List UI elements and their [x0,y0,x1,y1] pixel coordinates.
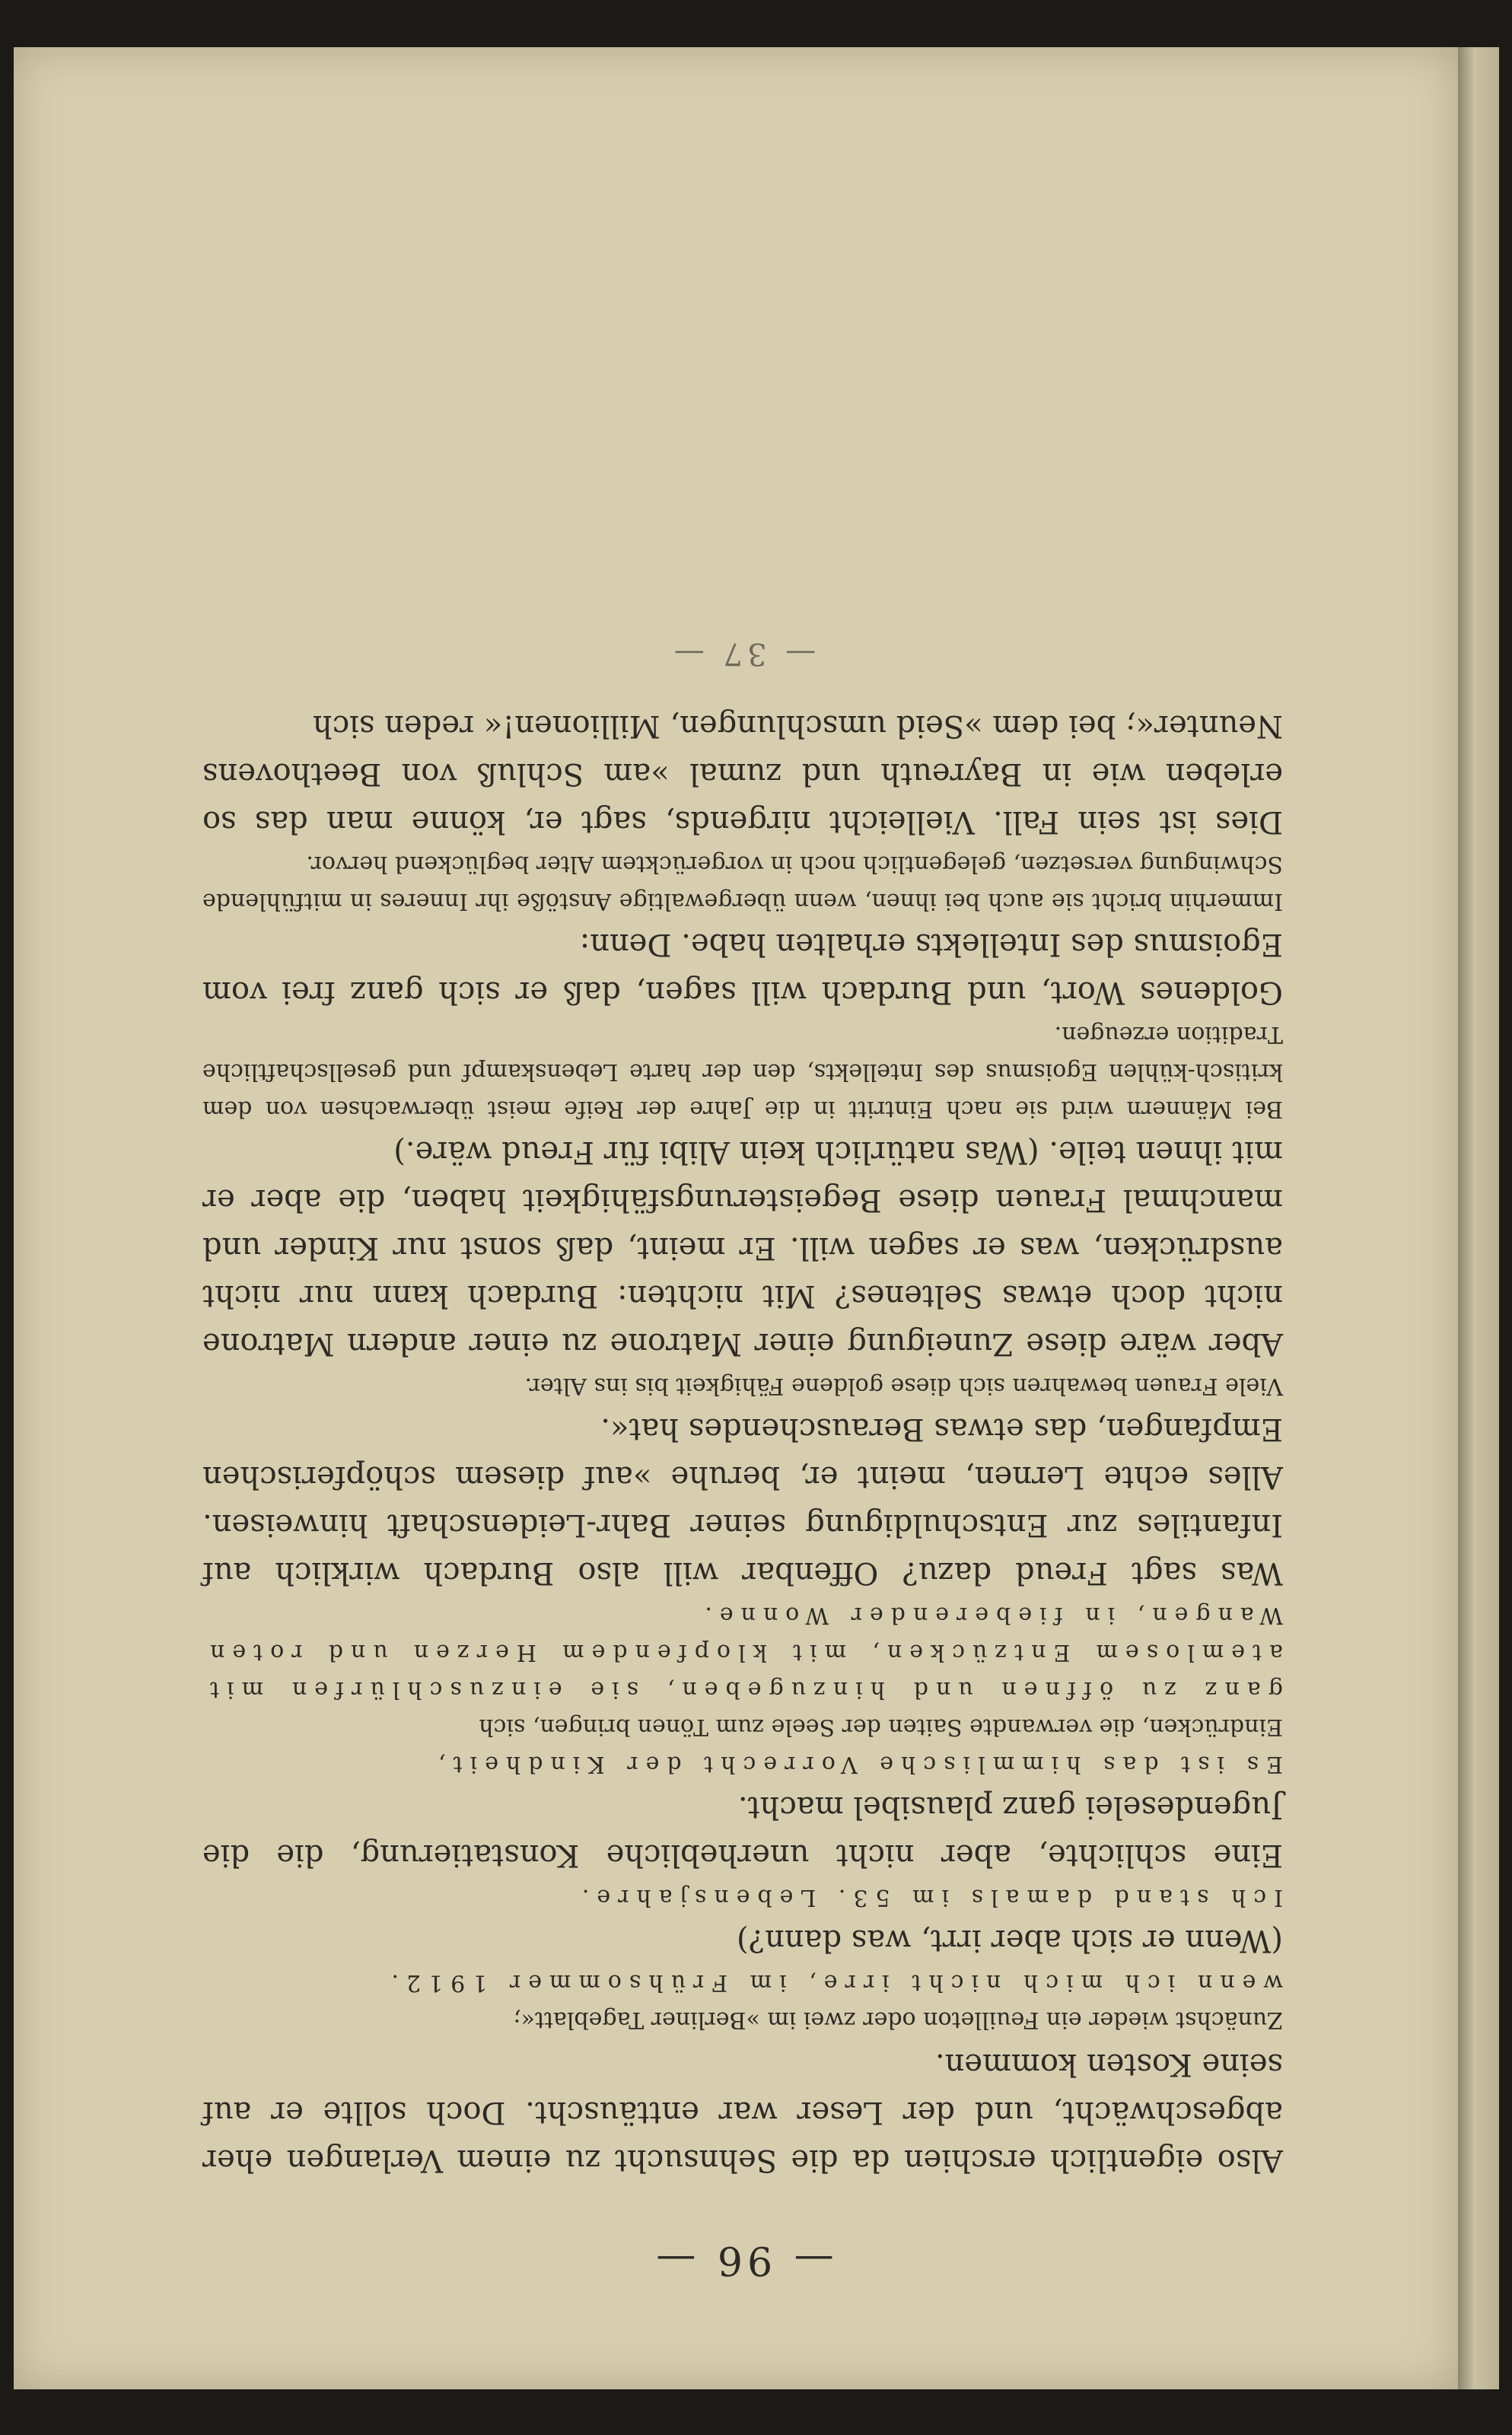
paragraph-14: Goldenes Wort, und Burdach will sagen, daß er sich ganz frei vom Egoismus des Intellekts erhalten habe. Denn: [202,927,1283,1010]
paragraph-3: wenn ich mich nicht irre, im Frühsommer 1912. [384,1969,1283,1996]
paragraph-4: (Wenn er sich aber irrt, was dann?) [737,1923,1283,1958]
paragraph-5: Ich stand damals im 53. Lebensjahre. [574,1884,1283,1911]
paragraph-10: Was sagt Freud dazu? Offenbar will also Burdach wirklich auf Infantiles zur Entschuldigung seiner Bahr-Leidenschaft hinweisen. Alles echte Lernen, meint er, beruhe »auf diesem schöpferischen Empfangen, das etwas Berauschendes hat«. [202,1412,1283,1590]
page-edge [1458,47,1499,2389]
book-page [14,47,1458,2389]
paragraph-6: Eine schlichte, aber nicht unerhebliche Konstatierung, die die Jugendeselei ganz plausibel macht. [202,1790,1283,1873]
paragraph-1: Also eigentlich erschien da die Sehnsucht zu einem Verlangen eher abgeschwächt, und der Leser war enttäuscht. Doch sollte er auf seine Kosten kommen. [202,2047,1283,2178]
page-number: — 96 — [651,2237,834,2283]
paragraph-15: Immerhin bricht sie auch bei ihnen, wenn übergewaltige Anstöße ihr Inneres in mitfühlende Schwingung versetzen, gelegentlich noch in vorgerücktem Alter beglückend hervor. [202,851,1283,915]
upside-down-scan [14,47,1458,2389]
paragraph-7: Es ist das himmlische Vorrecht der Kindheit, [431,1751,1283,1778]
pencil-mark: — 37 — [669,636,816,671]
paragraph-12: Aber wäre diese Zuneigung einer Matrone zu einer andern Matrone nicht doch etwas Seltenes? Mit nichten: Burdach kann nur nicht ausdrücken, was er sagen will. Er meint, daß sonst nur Kinder und manchmal Frauen diese Begeisterungsfähigkeit haben, die aber er mit ihnen teile. (Was natürlich kein Alibi für Freud wäre.) [202,1135,1283,1361]
paragraph-9: ganz zu öffnen und hinzugeben, sie einzuschlürfen mit atemlosem Entzücken, mit klopfendem Herzen und roten Wangen, in fieberender Wonne. [202,1602,1283,1703]
paragraph-13: Bei Männern wird sie nach Eintritt in die Jahre der Reife meist überwachsen von dem kritisch-kühlen Egoismus des Intellekts, den der harte Lebenskampf und gesellschaftliche Tradition erzeugen. [202,1021,1283,1122]
paragraph-8: Eindrücken, die verwandte Saiten der Seele zum Tönen bringen, sich [479,1714,1283,1740]
paragraph-2: Zunächst wieder ein Feuilleton oder zwei im »Berliner Tageblatt«; [513,2007,1283,2033]
page-text-column [202,636,1283,2283]
paragraph-11: Viele Frauen bewahren sich diese goldene Fähigkeit bis ins Alter. [524,1373,1283,1399]
paragraph-16: Dies ist sein Fall. Vielleicht nirgends, sagt er, könne man das so erleben wie in Bayreuth und zumal »am Schluß von Beethovens Neunter«; bei dem »Seid umschlungen, Millionen!« reden sich [202,708,1283,839]
